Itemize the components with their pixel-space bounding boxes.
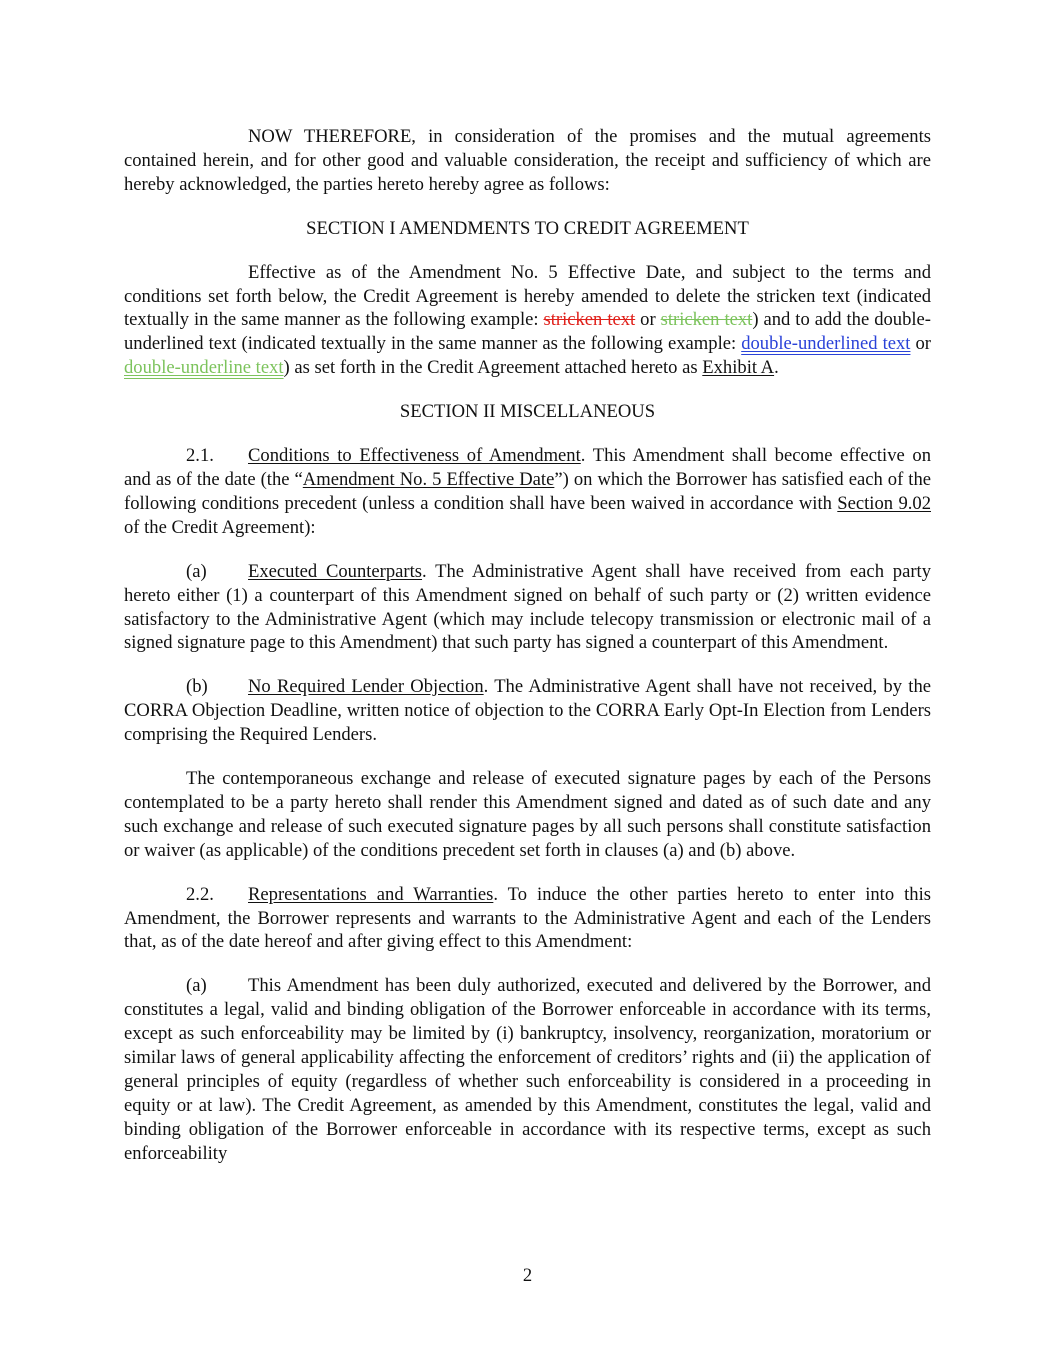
s1-or-2: or (910, 333, 931, 355)
para-2-1-b-objection (124, 675, 931, 747)
para-now-therefore: NOW THEREFORE, in consideration of the promises and the mutual agreements contained herein, and for other good and valuable consideration, the receipt and sufficiency of which are hereby acknowledged, the parties hereto hereby agree as follows: (124, 126, 931, 195)
s1-text-3: ) as set forth in the Credit Agreement attached hereto as (283, 357, 703, 379)
s1-end: . (774, 357, 779, 379)
clause-title-conditions: Conditions to Effectiveness of Amendment (248, 445, 581, 467)
section-9-02-reference: Section 9.02 (837, 492, 931, 514)
para-2-1-conditions (124, 444, 931, 540)
s21-text-1: . This Amendment shall become effective on and as of the date (the “ (124, 445, 931, 490)
document-page (124, 125, 931, 1166)
stricken-text-green-example: stricken text (660, 309, 753, 331)
para-section-1-amendment (124, 261, 931, 381)
double-underlined-blue-example: double-underlined text (741, 333, 911, 355)
s21-text-3: of the Credit Agreement): (124, 516, 316, 538)
s22-body: . To induce the other parties hereto to enter into this Amendment, the Borrower represents and warrants to the Administrative Agent and each of the Lenders that, as of the date hereof and after giving effect to this Amendment: (124, 883, 931, 953)
clause-title-executed-counterparts: Executed Counterparts (248, 560, 423, 582)
para-contemporaneous-exchange: The contemporaneous exchange and release of executed signature pages by each of the Persons contemplated to be a party hereto shall render this Amendment signed and dated as of such date and any such exchange and release of such executed signature pages by all such persons shall constitute satisfaction or waiver (as applicable) of the conditions precedent set forth in clauses (a) and (b) above. (124, 768, 931, 861)
para-2-2-a-authorization (124, 974, 931, 1165)
clause-label-a: (a) (186, 560, 207, 582)
clause-title-representations: Representations and Warranties (248, 883, 494, 905)
s22a-body: This Amendment has been duly authorized, executed and delivered by the Borrower, and constitutes a legal, valid and binding obligation of the Borrower enforceable in accordance with its terms, except as such enforceability may be limited by (i) bankruptcy, insolvency, reorganization, moratorium or similar laws of general applicability affecting the enforcement of creditors’ rights and (ii) the application of general principles of equity (regardless of whether such enforceability is considered in a proceeding in equity or at law). The Credit Agreement, as amended by this Amendment, constitutes the legal, valid and binding obligation of the Borrower enforceable in accordance with its respective terms, except as such enforceability (124, 975, 931, 1164)
clause-number-2-2: 2.2. (186, 883, 214, 905)
clause-title-no-required-lender-objection: No Required Lender Objection (248, 676, 484, 698)
stricken-text-red-example: stricken text (543, 309, 636, 331)
s21b-body: . The Administrative Agent shall have not received, by the CORRA Objection Deadline, written notice of objection to the CORRA Early Opt-In Election from Lenders comprising the Required Lenders. (124, 676, 931, 746)
s21a-body: . The Administrative Agent shall have received from each party hereto either (1) a counterpart of this Amendment signed on behalf of such party or (2) written evidence satisfactory to the Administrative Agent (which may include telecopy transmission or electronic mail of a signed signature page to this Amendment) that such party has signed a counterpart of this Amendment. (124, 560, 931, 654)
section-2-heading: SECTION II MISCELLANEOUS (399, 401, 656, 423)
para-2-2-representations (124, 883, 931, 955)
para-2-1-a-counterparts (124, 560, 931, 656)
clause-label-2-2-a: (a) (186, 975, 207, 997)
clause-label-b: (b) (186, 676, 208, 698)
s1-text-2: ) and to add the double-underlined text (indicated textually in the same manner as the following example: (124, 309, 931, 355)
s1-text-1: Effective as of the Amendment No. 5 Effective Date, and subject to the terms and conditions set forth below, the Credit Agreement is hereby amended to delete the stricken text (indicated textually in the same manner as the following example: (124, 261, 931, 331)
page-number: 2 (522, 1265, 533, 1286)
exhibit-a-reference: Exhibit A (702, 357, 775, 379)
s21-text-2: ”) on which the Borrower has satisfied each of the following conditions precedent (unless a condition shall have been waived in accordance with (124, 468, 931, 514)
defined-term-effective-date: Amendment No. 5 Effective Date (302, 468, 555, 490)
s1-or-1: or (635, 309, 661, 331)
section-1-heading: SECTION I AMENDMENTS TO CREDIT AGREEMENT (306, 217, 749, 239)
clause-number-2-1: 2.1. (186, 445, 214, 467)
double-underlined-green-example: double-underline text (124, 357, 284, 379)
